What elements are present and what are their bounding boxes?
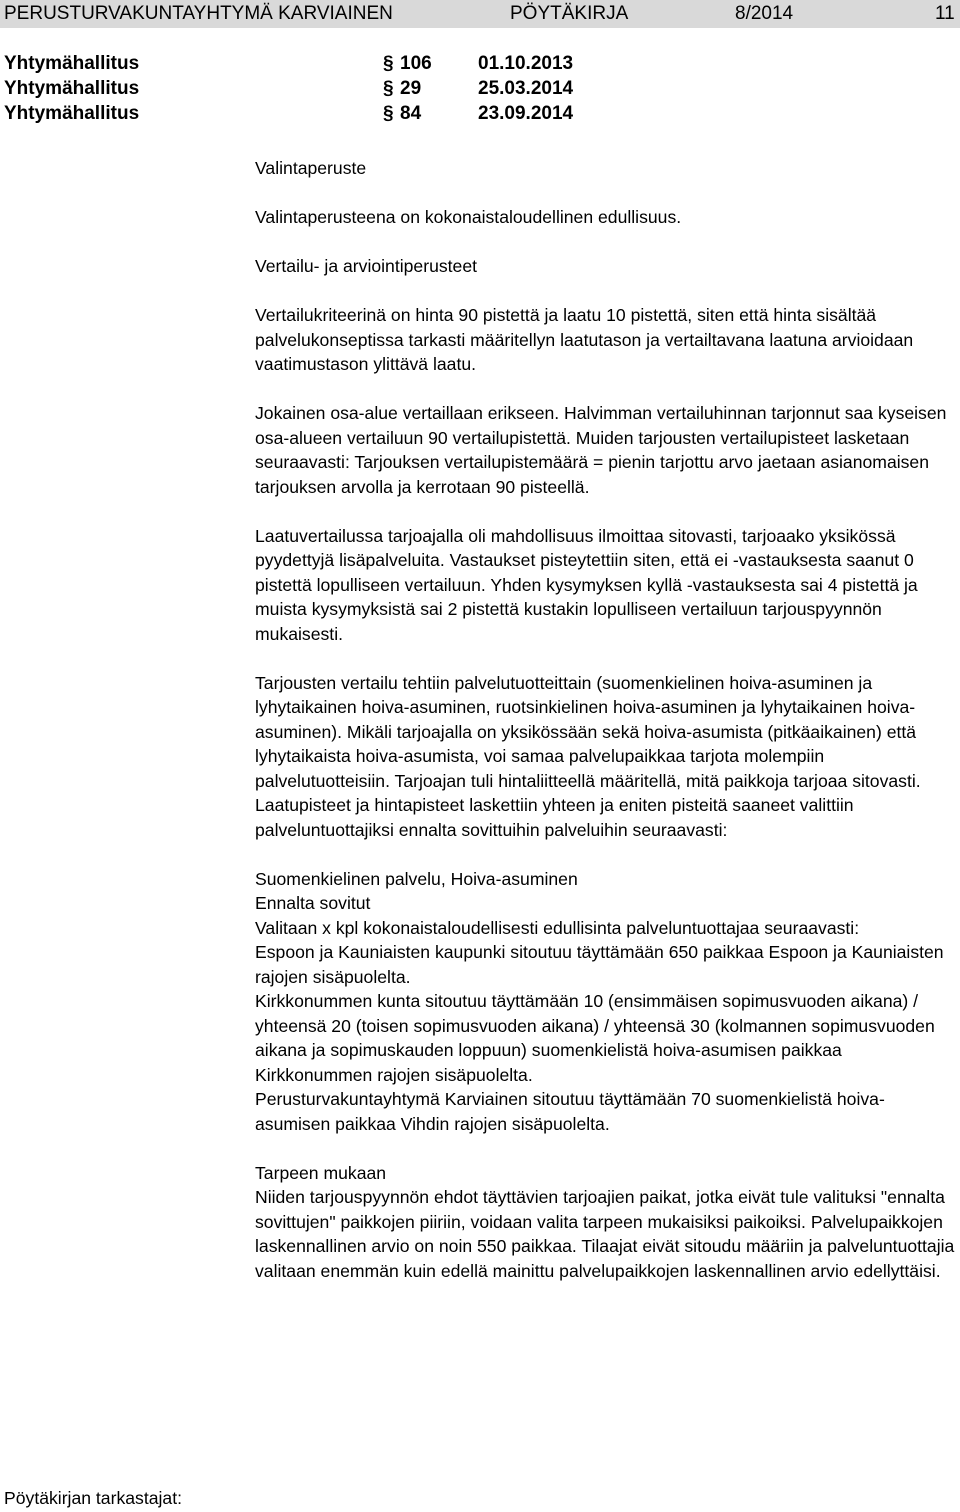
paragraph: Tarjousten vertailu tehtiin palvelutuotteittain (suomenkielinen hoiva-asuminen ja lyhytaikainen hoiva-asuminen, ruotsinkielinen hoiva-asuminen ja lyhytaikainen hoiva-asuminen). Mikäli tarjoajalla on yksikössään sekä hoiva-asumista (pitkäaikainen) että lyhytaikaista hoiva-asumista, voi samaa palvelupaikkaa tarjota molempiin palvelutuotteisiin. Tarjoajan tuli hintaliitteellä määritellä, mitä paikkoja tarjoaa sitovasti. Laatupisteet ja hintapisteet laskettiin yhteen ja eniten pisteitä saaneet valittiin palveluntuottajiksi ennalta sovittuihin palveluihin seuraavasti: <box>255 672 921 840</box>
section-heading: Vertailu- ja arviointiperusteet <box>255 256 477 276</box>
reviewers-label: Pöytäkirjan tarkastajat: <box>4 1488 182 1508</box>
paragraph: Laatuvertailussa tarjoajalla oli mahdollisuus ilmoittaa sitovasti, tarjoaako yksikössä pyydettyjä lisäpalveluita. Vastaukset pisteytettiin siten, että ei -vastauksesta saanut 0 pistettä lopulliseen vertailuun. Yhden kysymyksen kyllä -vastauksesta sai 4 pistettä ja muista kysymyksistä sai 2 pistettä kustakin lopulliseen vertailuun tarjouspyynnön mukaisesti. <box>255 525 918 644</box>
organization-name: PERUSTURVAKUNTAYHTYMÄ KARVIAINEN <box>4 3 393 24</box>
page-number: 11 <box>935 3 955 24</box>
section-number: 29 <box>400 78 422 99</box>
meeting-body: Yhtymähallitus <box>4 103 140 124</box>
paragraph: Perusturvakuntayhtymä Karviainen sitoutuu täyttämään 70 suomenkielistä hoiva-asumisen paikkaa Vihdin rajojen sisäpuolelta. <box>255 1089 885 1134</box>
section-sign: § <box>383 53 394 74</box>
paragraph: Vertailukriteerinä on hinta 90 pistettä ja laatu 10 pistettä, siten että hinta sisältää palvelukonseptissa tarkasti määritellyn laatutason ja vertailtavana laatuna arvioidaan vaatimustason ylittävä laatu. <box>255 305 914 374</box>
paragraph: Kirkkonummen kunta sitoutuu täyttämään 10 (ensimmäisen sopimusvuoden aikana) / yhteensä 20 (toisen sopimusvuoden aikana) / yhteensä 30 (kolmannen sopimusvuoden aikana ja sopimuskauden loppuun) suomenkielistä hoiva-asumisen paikkaa Kirkkonummen rajojen sisäpuolelta. <box>255 991 935 1085</box>
meeting-date: 23.09.2014 <box>478 103 574 124</box>
paragraph: Jokainen osa-alue vertaillaan erikseen. Halvimman vertailuhinnan tarjonnut saa kyseisen osa-alueen vertailuun 90 vertailupistettä. Muiden tarjousten vertailupisteet lasketaan seuraavasti: Tarjouksen vertailupistemäärä = pienin tarjottu arvo jaetaan asianomaisen tarjouksen arvolla ja kerrotaan 90 pisteellä. <box>255 403 947 497</box>
section-number: 84 <box>400 103 422 124</box>
section-heading: Suomenkielinen palvelu, Hoiva-asuminen <box>255 868 578 889</box>
section-heading: Valintaperuste <box>255 158 367 178</box>
subsection-heading: Ennalta sovitut <box>255 893 371 913</box>
paragraph: Valitaan x kpl kokonaistaloudellisesti edullisinta palveluntuottajaa seuraavasti: <box>255 917 860 938</box>
subsection-heading: Tarpeen mukaan <box>255 1162 387 1183</box>
section-sign: § <box>383 78 394 99</box>
meeting-date: 01.10.2013 <box>478 53 574 74</box>
meeting-body: Yhtymähallitus <box>4 53 140 74</box>
meeting-date: 25.03.2014 <box>478 78 574 99</box>
section-sign: § <box>383 103 394 124</box>
issue-number: 8/2014 <box>735 3 794 24</box>
paragraph: Niiden tarjouspyynnön ehdot täyttävien tarjoajien paikat, jotka eivät tule valituksi "ennalta sovittujen" paikkojen piiriin, voidaan valita tarpeen mukaisiksi paikoiksi. Palvelupaikkojen laskennallinen arvio on noin 550 paikkaa. Tilaajat eivät sitoudu määriin ja palveluntuottajia valitaan enemmän kuin edellä mainittu palvelupaikkojen laskennallinen arvio edellyttäisi. <box>255 1187 955 1281</box>
paragraph: Valintaperusteena on kokonaistaloudellinen edullisuus. <box>255 207 682 227</box>
meeting-body: Yhtymähallitus <box>4 78 140 99</box>
section-number: 106 <box>400 53 432 74</box>
document-body <box>255 156 955 1283</box>
page-header <box>0 0 960 28</box>
paragraph: Espoon ja Kauniaisten kaupunki sitoutuu täyttämään 650 paikkaa Espoon ja Kauniaisten rajojen sisäpuolelta. <box>255 942 944 987</box>
document-type: PÖYTÄKIRJA <box>510 3 629 24</box>
